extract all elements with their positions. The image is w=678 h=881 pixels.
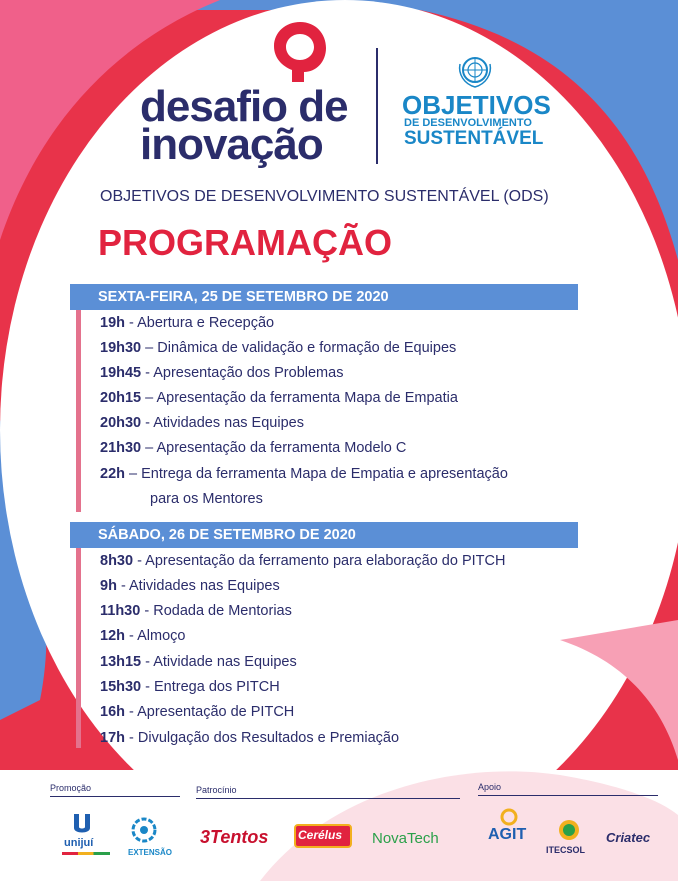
separator: -: [140, 603, 154, 619]
cerelus-logo-text: Cerélus: [298, 828, 343, 842]
separator: –: [141, 390, 157, 406]
schedule-text: Apresentação dos Problemas: [153, 365, 344, 381]
itecsol-logo-icon: [556, 818, 582, 842]
schedule-text: Apresentação de PITCH: [137, 704, 295, 720]
brand-line-2: inovação: [140, 120, 323, 169]
schedule-item: [100, 440, 406, 456]
schedule-item: [100, 415, 304, 431]
separator: -: [141, 415, 154, 431]
schedule-item: [100, 578, 280, 594]
novatech-logo: NovaTech: [372, 830, 439, 847]
separator: –: [141, 440, 157, 456]
schedule-item-continuation: para os Mentores: [150, 491, 263, 507]
schedule-item: [100, 553, 505, 569]
schedule-item: [100, 730, 399, 746]
brand-name: [140, 82, 348, 169]
separator: -: [141, 365, 154, 381]
schedule-item: [100, 340, 456, 356]
schedule-time: 19h: [100, 315, 125, 331]
day-header-friday: SEXTA-FEIRA, 25 DE SETEMBRO DE 2020: [70, 284, 578, 310]
brand-line-1: desafio de: [140, 82, 348, 131]
footer-divider: [478, 795, 658, 796]
schedule-time: 12h: [100, 628, 125, 644]
schedule-text: Atividades nas Equipes: [153, 415, 304, 431]
separator: -: [125, 628, 138, 644]
day-divider-line: [76, 310, 81, 512]
schedule-time: 21h30: [100, 440, 142, 456]
schedule-text: Atividades nas Equipes: [129, 578, 280, 594]
ods-title: OBJETIVOS: [402, 90, 551, 120]
schedule-text: Entrega da ferramenta Mapa de Empatia e apresentação: [141, 466, 508, 482]
schedule-item: [100, 704, 294, 720]
schedule-time: 15h30: [100, 679, 142, 695]
schedule-item: [100, 628, 185, 644]
separator: -: [125, 730, 138, 746]
footer-label-apoio: Apoio: [478, 782, 502, 792]
agit-logo-icon: [498, 808, 520, 826]
day-divider-line: [76, 548, 81, 748]
extensao-logo: EXTENSÃO: [128, 848, 173, 857]
unijui-logo-icon: [70, 812, 94, 838]
itecsol-logo: ITECSOL: [546, 845, 586, 855]
schedule-time: 20h30: [100, 415, 142, 431]
logo-divider: [376, 48, 378, 164]
schedule-time: 8h30: [100, 553, 134, 569]
page-subheading: OBJETIVOS DE DESENVOLVIMENTO SUSTENTÁVEL (ODS): [100, 188, 549, 205]
schedule-item: [100, 466, 508, 482]
separator: -: [133, 553, 146, 569]
schedule-text: Apresentação da ferramento para elaboração do PITCH: [145, 553, 506, 569]
schedule-text: Divulgação dos Resultados e Premiação: [137, 730, 400, 746]
separator: -: [125, 704, 138, 720]
unijui-logo: unijuí: [64, 837, 94, 849]
schedule-time: 20h15: [100, 390, 142, 406]
schedule-time: 13h15: [100, 654, 142, 670]
schedule-text: Almoço: [137, 628, 186, 644]
schedule-text: Abertura e Recepção: [137, 315, 275, 331]
separator: –: [141, 340, 158, 356]
schedule-time: 19h30: [100, 340, 142, 356]
schedule-text: Dinâmica de validação e formação de Equipes: [157, 340, 457, 356]
ods-subtitle-2: SUSTENTÁVEL: [404, 128, 544, 149]
criatec-logo: Criatec: [606, 830, 651, 845]
agit-logo: AGIT: [488, 826, 527, 843]
footer-label-promocao: Promoção: [50, 783, 92, 793]
schedule-item: [100, 654, 297, 670]
separator: -: [116, 578, 130, 594]
schedule-time: 11h30: [100, 603, 141, 619]
schedule-text: Apresentação da ferramenta Mapa de Empatia: [156, 390, 458, 406]
schedule-text: Entrega dos PITCH: [154, 679, 280, 695]
schedule-time: 9h: [100, 578, 117, 594]
schedule-item: [100, 603, 292, 619]
separator: –: [125, 466, 142, 482]
schedule-time: 17h: [100, 730, 125, 746]
unijui-color-strip: [62, 852, 110, 855]
separator: -: [125, 315, 138, 331]
3tentos-logo: 3Tentos: [200, 827, 269, 847]
schedule-text: Atividade nas Equipes: [153, 654, 297, 670]
schedule-item: [100, 679, 280, 695]
ods-subtitle-1: DE DESENVOLVIMENTO: [404, 117, 532, 129]
schedule-time: 16h: [100, 704, 125, 720]
schedule-time: 22h: [100, 466, 125, 482]
desafio-logo-icon: [270, 18, 330, 86]
schedule-item: [100, 390, 458, 406]
schedule-item: [100, 365, 343, 381]
footer-divider: [50, 796, 180, 797]
schedule-text: Apresentação da ferramenta Modelo C: [156, 440, 407, 456]
day-header-saturday: SÁBADO, 26 DE SETEMBRO DE 2020: [70, 522, 578, 548]
schedule-item: [100, 315, 274, 331]
un-emblem-icon: [456, 54, 494, 88]
footer-label-patrocinio: Patrocínio: [196, 785, 237, 795]
separator: -: [141, 679, 155, 695]
schedule-time: 19h45: [100, 365, 142, 381]
footer-divider: [196, 798, 460, 799]
schedule-text: Rodada de Mentorias: [153, 603, 292, 619]
extensao-logo-icon: [130, 816, 158, 844]
page-title: PROGRAMAÇÃO: [98, 222, 392, 263]
separator: -: [141, 654, 154, 670]
